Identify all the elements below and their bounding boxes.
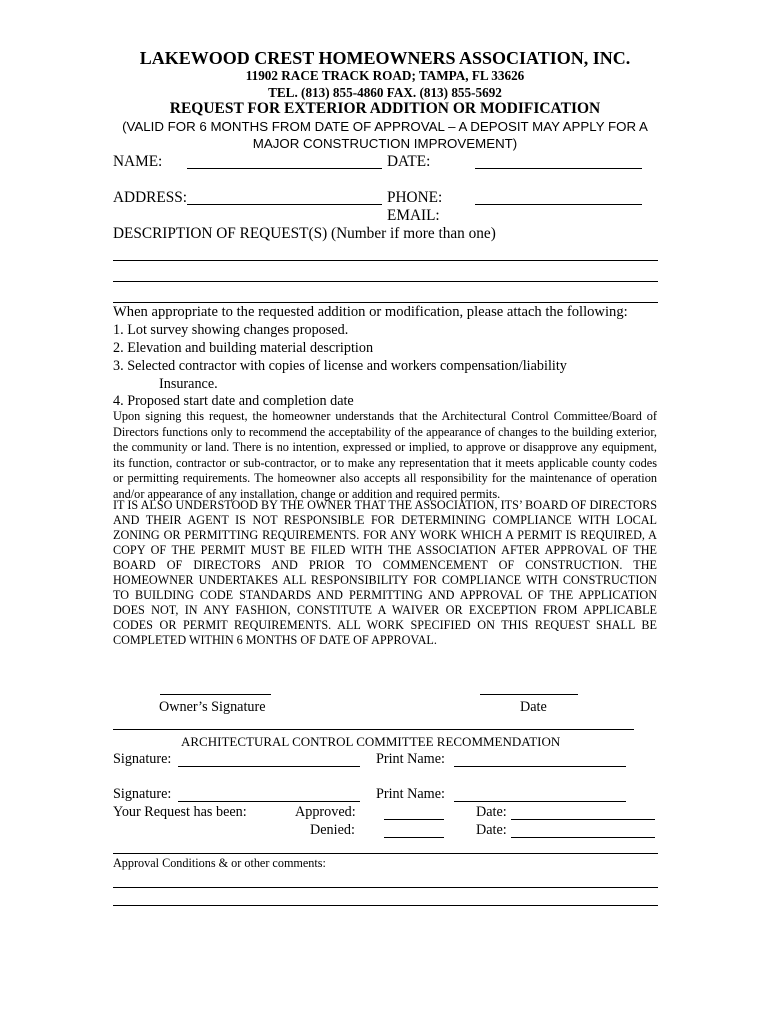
phone-label: PHONE: — [387, 189, 443, 206]
compliance-notice: IT IS ALSO UNDERSTOOD BY THE OWNER THAT THE ASSOCIATION, ITS’ BOARD OF DIRECTORS AND THEIR AGENT IS NOT RESPONSIBLE FOR DETERMINING COMPLIANCE WITH LOCAL ZONING OR PERMITTING REQUIREMENTS. FOR ANY WORK WHICH A PERMIT IS REQUIRED, A COPY OF THE PERMIT MUST BE FILED WITH THE ASSOCIATION AFTER APPROVAL OF THE BOARD OF DIRECTORS AND PRIOR TO COMMENCEMENT OF CONSTRUCTION. THE HOMEOWNER UNDERTAKES ALL RESPONSIBILITY FOR COMPLIANCE WITH CONSTRUCTION TO BUILDING CODE STANDARDS AND PERMITTING AND APPROVAL OF THE APPLICATION DOES NOT, IN ANY FASHION, CONSTITUTE A WAIVER OR EXCEPTION FROM APPLICABLE CODES OR PERMIT REQUIREMENTS. ALL WORK SPECIFIED ON THIS REQUEST SHALL BE COMPLETED WITHIN 6 MONTHS OF DATE OF APPROVAL. — [113, 498, 657, 647]
attachment-item-continuation: Insurance. — [159, 376, 218, 392]
owner-signature-label: Owner’s Signature — [159, 699, 266, 715]
denied-date-label: Date: — [476, 822, 507, 838]
association-name: LAKEWOOD CREST HOMEOWNERS ASSOCIATION, INC. — [139, 48, 631, 68]
address-field[interactable] — [187, 204, 382, 205]
approved-date-field[interactable] — [511, 819, 655, 820]
association-contact: TEL. (813) 855-4860 FAX. (813) 855-5692 — [268, 85, 502, 100]
homeowner-disclaimer: Upon signing this request, the homeowner understands that the Architectural Control Committee/Board of Directors functions only to recommend the acceptability of the appearance of changes to the building exterior, the community or land. There is no intention, expressed or implied, to approve or disapprove any equipment, its function, contractor or sub-contractor, or to make any representation that it meets applicable county codes or permitting requirements. The homeowner also accepts all responsibility for the maintenance of operation and/or appearance of any installation, change or addition and required permits. — [113, 409, 657, 501]
form-title: REQUEST FOR EXTERIOR ADDITION OR MODIFICATION — [169, 100, 601, 117]
approved-label: Approved: — [295, 804, 356, 820]
description-label: DESCRIPTION OF REQUEST(S) (Number if more than one) — [113, 225, 496, 242]
association-address: 11902 RACE TRACK ROAD; TAMPA, FL 33626 — [245, 68, 525, 83]
comments-label: Approval Conditions & or other comments: — [113, 856, 326, 870]
comments-line-1[interactable] — [113, 887, 658, 888]
attachment-item: 4. Proposed start date and completion date — [113, 393, 354, 409]
name-field[interactable] — [187, 168, 382, 169]
committee-signature-label: Signature: — [113, 751, 172, 767]
denied-label: Denied: — [310, 822, 355, 838]
attachments-intro: When appropriate to the requested addition or modification, please attach the following: — [113, 304, 628, 320]
section-divider — [113, 853, 658, 854]
validity-note-line2: MAJOR CONSTRUCTION IMPROVEMENT) — [252, 136, 518, 151]
denied-date-field[interactable] — [511, 837, 655, 838]
comments-line-2[interactable] — [113, 905, 658, 906]
date-field[interactable] — [475, 168, 642, 169]
attachment-item: 3. Selected contractor with copies of license and workers compensation/liability — [113, 358, 567, 374]
attachment-item: 2. Elevation and building material description — [113, 340, 374, 356]
approved-field[interactable] — [384, 819, 444, 820]
date-label: DATE: — [387, 153, 431, 170]
committee-signature-field-2[interactable] — [178, 801, 360, 802]
description-line-1[interactable] — [113, 260, 658, 261]
validity-note-line1: (VALID FOR 6 MONTHS FROM DATE OF APPROVAL – A DEPOSIT MAY APPLY FOR A — [122, 119, 648, 134]
owner-date-label: Date — [520, 699, 547, 715]
committee-print-name-field[interactable] — [454, 766, 626, 767]
address-label: ADDRESS: — [113, 189, 187, 206]
committee-signature-label: Signature: — [113, 786, 172, 802]
approved-date-label: Date: — [476, 804, 507, 820]
phone-field[interactable] — [475, 204, 642, 205]
committee-print-name-field-2[interactable] — [454, 801, 626, 802]
description-line-2[interactable] — [113, 281, 658, 282]
name-label: NAME: — [113, 153, 163, 170]
request-status-label: Your Request has been: — [113, 804, 247, 820]
owner-signature-field[interactable] — [160, 694, 271, 695]
email-label: EMAIL: — [387, 207, 440, 224]
committee-signature-field[interactable] — [178, 766, 360, 767]
section-divider — [113, 729, 634, 730]
description-line-3[interactable] — [113, 302, 658, 303]
committee-print-name-label: Print Name: — [376, 751, 445, 767]
owner-date-field[interactable] — [480, 694, 578, 695]
attachment-item: 1. Lot survey showing changes proposed. — [113, 322, 349, 338]
committee-heading: ARCHITECTURAL CONTROL COMMITTEE RECOMMENDATION — [181, 734, 561, 749]
denied-field[interactable] — [384, 837, 444, 838]
committee-print-name-label: Print Name: — [376, 786, 445, 802]
